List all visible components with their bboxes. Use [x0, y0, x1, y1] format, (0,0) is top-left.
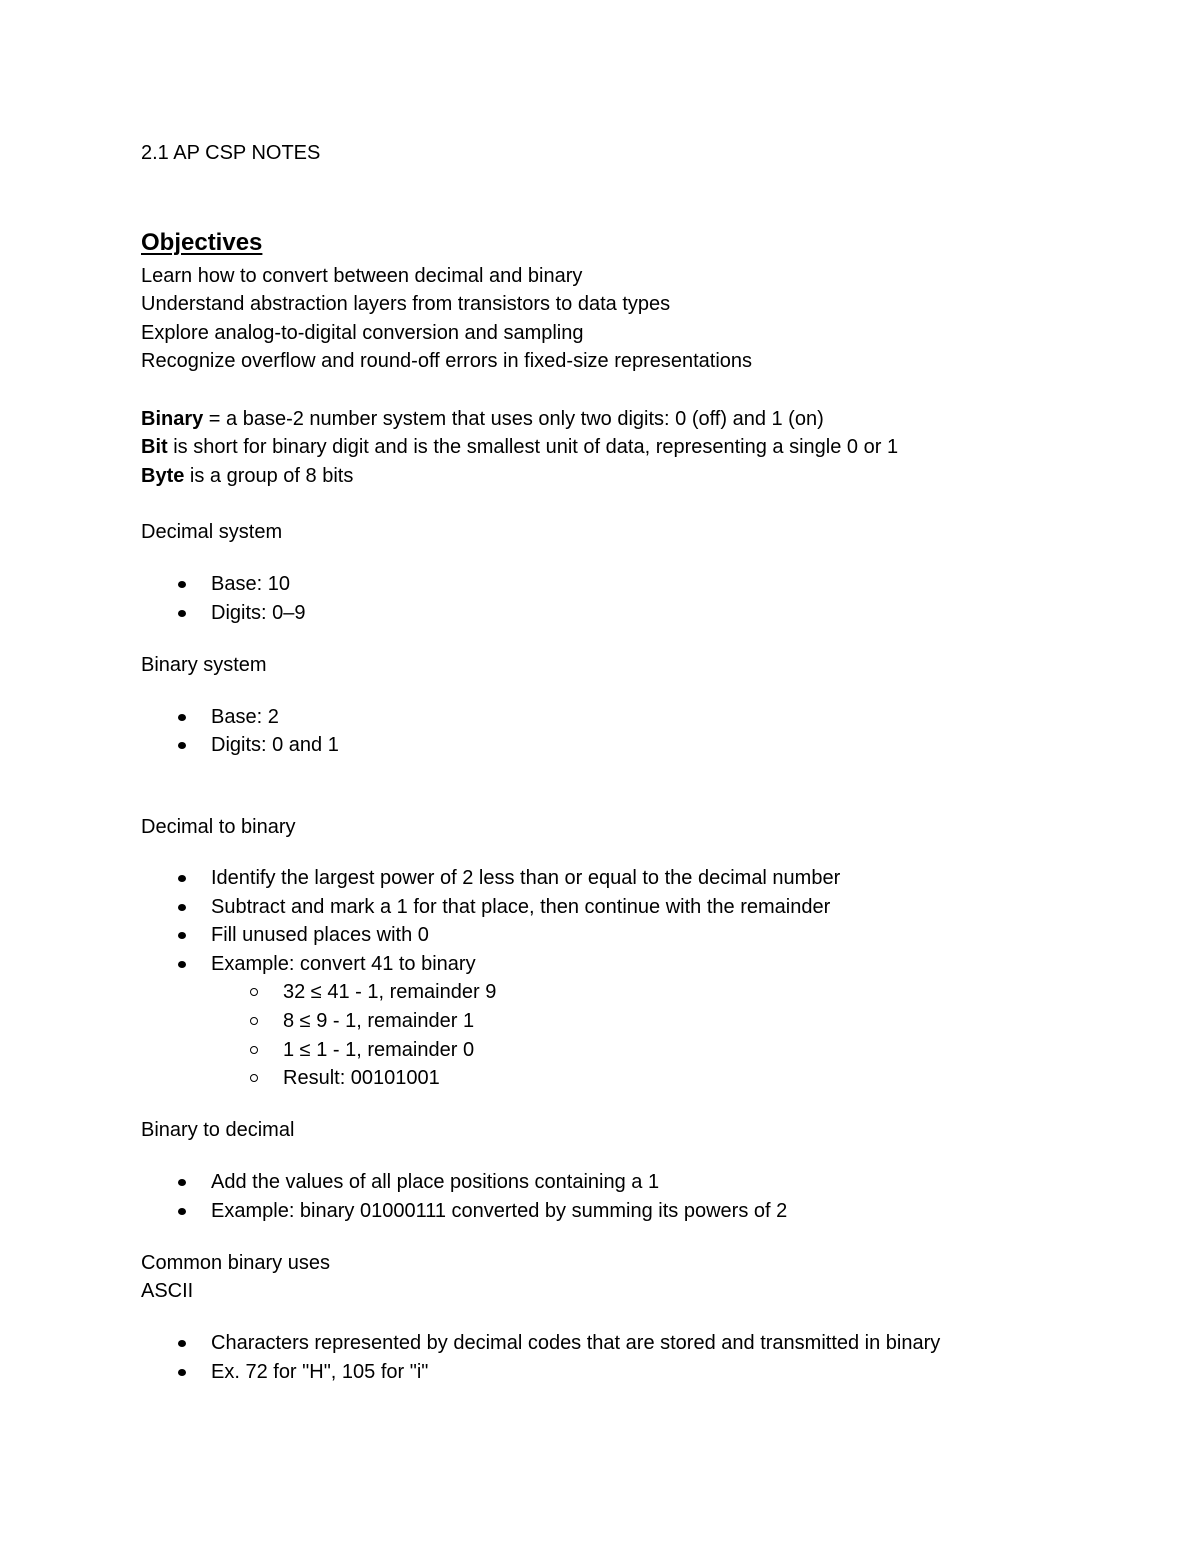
decimal-to-binary-item: Fill unused places with 0: [211, 921, 429, 949]
binary-system-heading: Binary system: [141, 654, 267, 676]
definition-text: = a base-2 number system that uses only two digits: 0 (off) and 1 (on): [203, 408, 824, 430]
binary-system-item: Digits: 0 and 1: [211, 731, 339, 759]
doc-title: 2.1 AP CSP NOTES: [141, 142, 321, 164]
binary-to-decimal-heading: Binary to decimal: [141, 1119, 295, 1141]
conversion-result: Result: 00101001: [283, 1064, 440, 1092]
term-binary: Binary: [141, 408, 204, 430]
decimal-to-binary-item: Subtract and mark a 1 for that place, then continue with the remainder: [211, 893, 830, 921]
conversion-step: 32 ≤ 41 - 1, remainder 9: [283, 978, 496, 1006]
definition-bit: [141, 433, 898, 461]
common-uses-heading: Common binary uses: [141, 1252, 330, 1274]
objective-item: Learn how to convert between decimal and binary: [141, 265, 583, 287]
definition-binary: [141, 405, 824, 433]
binary-to-decimal-item: Add the values of all place positions containing a 1: [211, 1168, 659, 1196]
ascii-item: Characters represented by decimal codes that are stored and transmitted in binary: [211, 1329, 940, 1357]
objectives-heading: Objectives: [141, 229, 263, 256]
definition-text: is a group of 8 bits: [184, 465, 354, 487]
definition-byte: [141, 462, 353, 490]
decimal-to-binary-heading: Decimal to binary: [141, 816, 296, 838]
term-bit: Bit: [141, 436, 168, 458]
binary-system-item: Base: 2: [211, 703, 279, 731]
decimal-system-item: Base: 10: [211, 570, 290, 598]
decimal-to-binary-item: Example: convert 41 to binary: [211, 950, 476, 978]
objective-item: Explore analog-to-digital conversion and sampling: [141, 322, 584, 344]
objective-item: Recognize overflow and round-off errors in fixed-size representations: [141, 350, 753, 372]
decimal-system-item: Digits: 0–9: [211, 599, 306, 627]
ascii-heading: ASCII: [141, 1280, 194, 1302]
decimal-system-heading: Decimal system: [141, 521, 283, 543]
binary-to-decimal-item: Example: binary 01000111 converted by summing its powers of 2: [211, 1197, 787, 1225]
conversion-step: 8 ≤ 9 - 1, remainder 1: [283, 1007, 474, 1035]
conversion-step: 1 ≤ 1 - 1, remainder 0: [283, 1036, 474, 1064]
ascii-item: Ex. 72 for "H", 105 for "i": [211, 1358, 428, 1386]
term-byte: Byte: [141, 465, 185, 487]
objective-item: Understand abstraction layers from transistors to data types: [141, 293, 671, 315]
decimal-to-binary-item: Identify the largest power of 2 less than or equal to the decimal number: [211, 864, 840, 892]
definition-text: is short for binary digit and is the smallest unit of data, representing a single 0 or 1: [167, 436, 899, 458]
